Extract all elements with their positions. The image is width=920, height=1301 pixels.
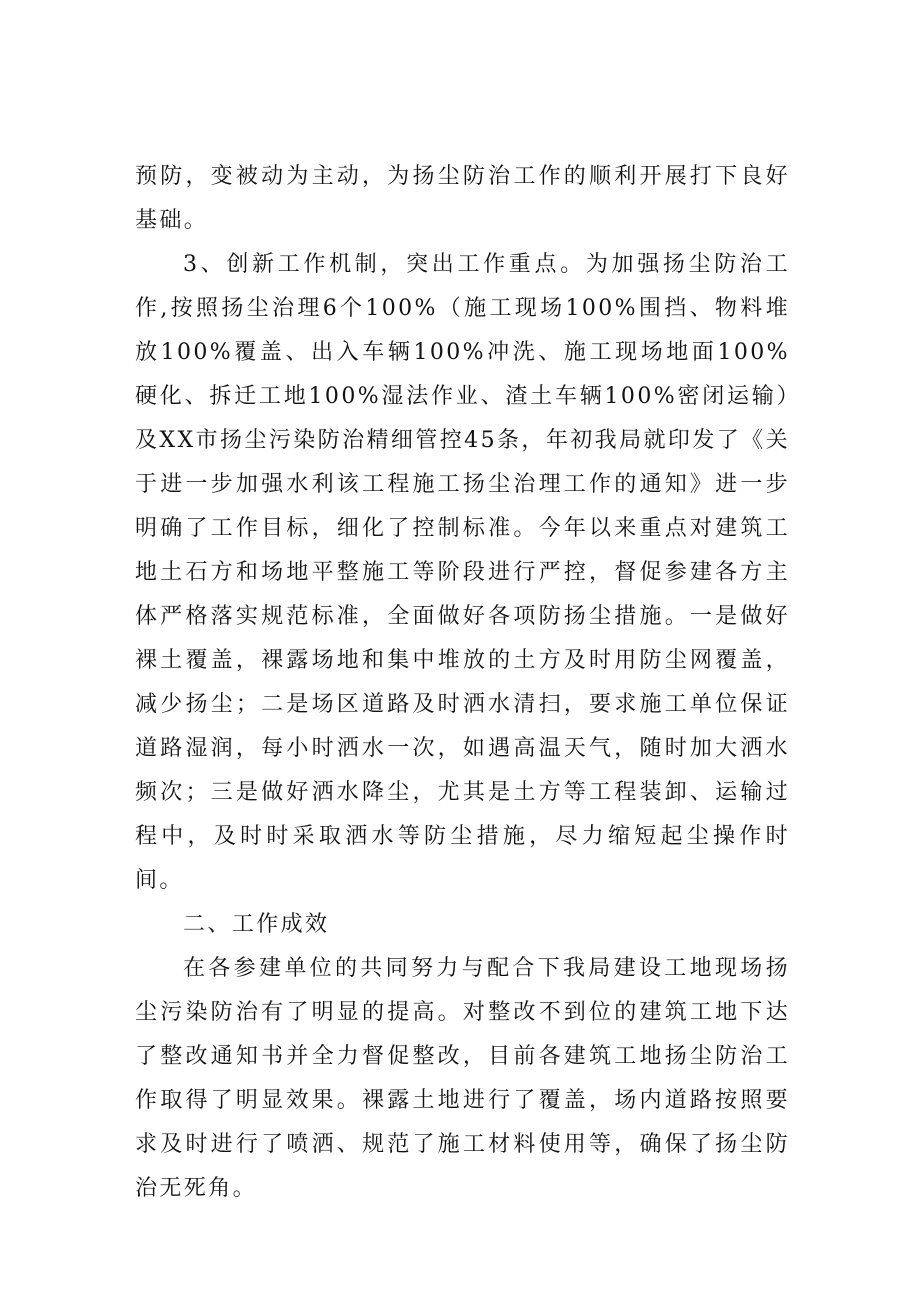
section-heading-results: 二、工作成效 <box>183 912 330 937</box>
document-body <box>135 155 790 1211</box>
paragraph-continuation: 预防，变被动为主动，为扬尘防治工作的顺利开展打下良好基础。 <box>135 164 790 233</box>
paragraph-work-mechanism: 3、创新工作机制，突出工作重点。为加强扬尘防治工作,按照扬尘治理6个100%（施工现场100%围挡、物料堆放100%覆盖、出入车辆100%冲洗、施工现场地面100%硬化、拆迁工地100%湿法作业、渣土车辆100%密闭运输）及XX市扬尘污染防治精细管控45条，年初我局就印发了《关于进一步加强水利该工程施工扬尘治理工作的通知》进一步明确了工作目标，细化了控制标准。今年以来重点对建筑工地土石方和场地平整施工等阶段进行严控，督促参建各方主体严格落实规范标准，全面做好各项防扬尘措施。一是做好裸土覆盖，裸露场地和集中堆放的土方及时用防尘网覆盖，减少扬尘；二是场区道路及时洒水清扫，要求施工单位保证道路湿润，每小时洒水一次，如遇高温天气，随时加大洒水频次；三是做好洒水降尘，尤其是土方等工程装卸、运输过程中，及时时采取洒水等防尘措施，尽力缩短起尘操作时间。 <box>135 252 790 893</box>
paragraph-results: 在各参建单位的共同努力与配合下我局建设工地现场扬尘污染防治有了明显的提高。对整改不到位的建筑工地下达了整改通知书并全力督促整改，目前各建筑工地扬尘防治工作取得了明显效果。裸露土地进行了覆盖，场内道路按照要求及时进行了喷洒、规范了施工材料使用等，确保了扬尘防治无死角。 <box>135 956 790 1201</box>
